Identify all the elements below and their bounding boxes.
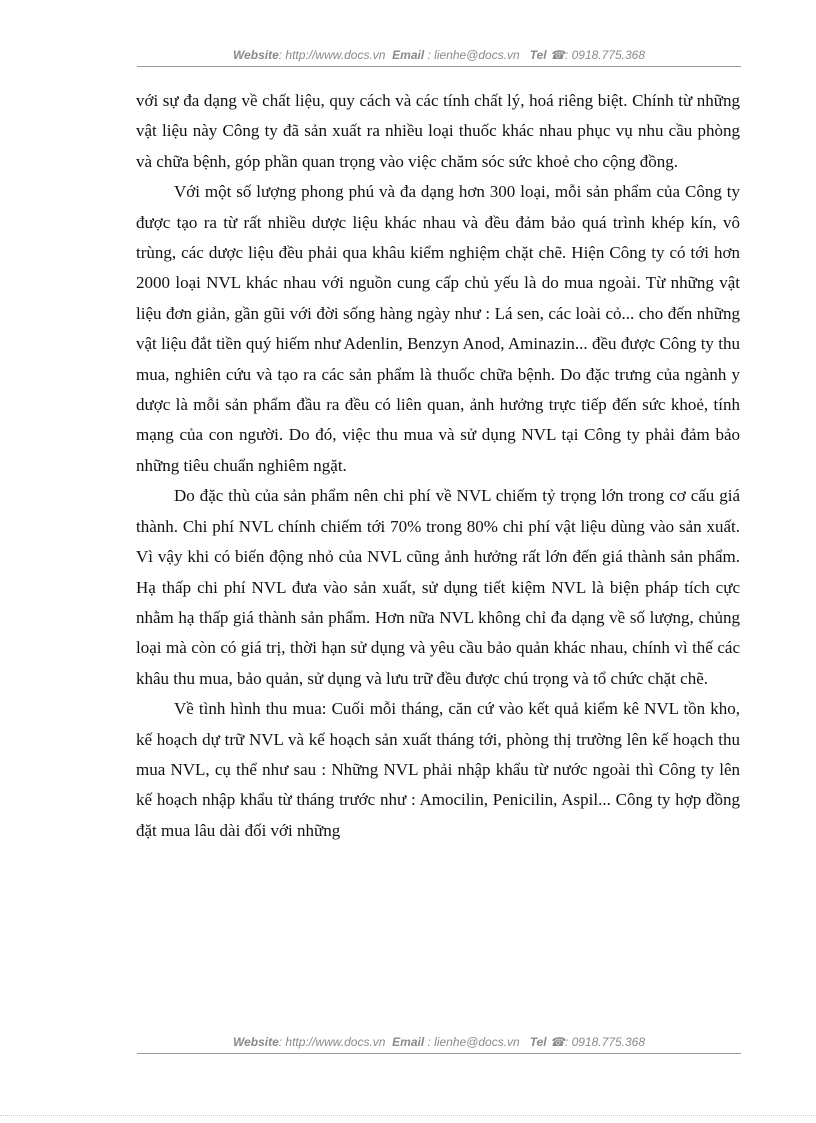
tel-value: : 0918.775.368 xyxy=(564,48,646,62)
tel-label: Tel xyxy=(529,1035,547,1049)
footer-rule xyxy=(137,1053,741,1054)
email-label: Email xyxy=(392,48,425,62)
tel-label: Tel xyxy=(529,48,547,62)
website-label: Website xyxy=(232,48,279,62)
page-footer xyxy=(137,1035,741,1049)
email-value: : lienhe@docs.vn xyxy=(424,48,520,62)
paragraph-3: Do đặc thù của sản phẩm nên chi phí về NVL chiếm tỷ trọng lớn trong cơ cấu giá thành. Chi phí NVL chính chiếm tới 70% trong 80% chi phí vật liệu dùng vào sản xuất. Vì vậy khi có biến động nhỏ của NVL cũng ảnh hưởng rất lớn đến giá thành sản phẩm. Hạ thấp chi phí NVL đưa vào sản xuất, sử dụng tiết kiệm NVL là biện pháp tích cực nhằm hạ thấp giá thành sản phẩm. Hơn nữa NVL không chỉ đa dạng về số lượng, chủng loại mà còn có giá trị, thời hạn sử dụng và yêu cầu bảo quản khác nhau, chính vì thế các khâu thu mua, bảo quản, sử dụng và lưu trữ đều được chú trọng và tổ chức chặt chẽ. xyxy=(136,486,740,688)
email-label: Email xyxy=(392,1035,425,1049)
header-rule xyxy=(137,66,741,67)
phone-icon: ☎ xyxy=(550,48,565,62)
paragraph-1: với sự đa dạng về chất liệu, quy cách và các tính chất lý, hoá riêng biệt. Chính từ những vật liệu này Công ty đã sản xuất ra nhiều loại thuốc khác nhau phục vụ nhu cầu phòng và chữa bệnh, góp phần quan trọng vào việc chăm sóc sức khoẻ cho cộng đồng. xyxy=(136,91,740,171)
tel-value: : 0918.775.368 xyxy=(564,1035,646,1049)
page-bottom-border xyxy=(0,1115,816,1116)
website-value: : http://www.docs.vn xyxy=(278,1035,386,1049)
website-label: Website xyxy=(232,1035,279,1049)
phone-icon: ☎ xyxy=(550,1035,565,1049)
paragraph-4: Về tình hình thu mua: Cuối mỗi tháng, căn cứ vào kết quả kiểm kê NVL tồn kho, kế hoạch dự trữ NVL và kế hoạch sản xuất tháng tới, phòng thị trường lên kế hoạch thu mua NVL, cụ thể như sau : Những NVL phải nhập khẩu từ nước ngoài thì Công ty lên kế hoạch nhập khẩu từ tháng trước như : Amocilin, Penicilin, Aspil... Công ty hợp đồng đặt mua lâu dài đối với những xyxy=(136,699,740,840)
document-body xyxy=(136,86,740,846)
paragraph-2: Với một số lượng phong phú và đa dạng hơn 300 loại, mỗi sản phẩm của Công ty được tạo ra từ rất nhiều dược liệu khác nhau và đều đảm bảo quá trình khép kín, vô trùng, các dược liệu đều phải qua khâu kiểm nghiệm chặt chẽ. Hiện Công ty có tới hơn 2000 loại NVL khác nhau với nguồn cung cấp chủ yếu là do mua ngoài. Từ những vật liệu đơn giản, gần gũi với đời sống hàng ngày như : Lá sen, các loài cỏ... cho đến những vật liệu đắt tiền quý hiếm như Adenlin, Benzyn Anod, Aminazin... đều được Công ty thu mua, nghiên cứu và tạo ra các sản phẩm là thuốc chữa bệnh. Do đặc trưng của ngành y dược là mỗi sản phẩm đầu ra đều có liên quan, ảnh hưởng trực tiếp đến sức khoẻ, tính mạng của con người. Do đó, việc thu mua và sử dụng NVL tại Công ty phải đảm bảo những tiêu chuẩn nghiêm ngặt. xyxy=(136,182,740,475)
website-value: : http://www.docs.vn xyxy=(278,48,386,62)
email-value: : lienhe@docs.vn xyxy=(424,1035,520,1049)
page-header xyxy=(137,48,741,62)
